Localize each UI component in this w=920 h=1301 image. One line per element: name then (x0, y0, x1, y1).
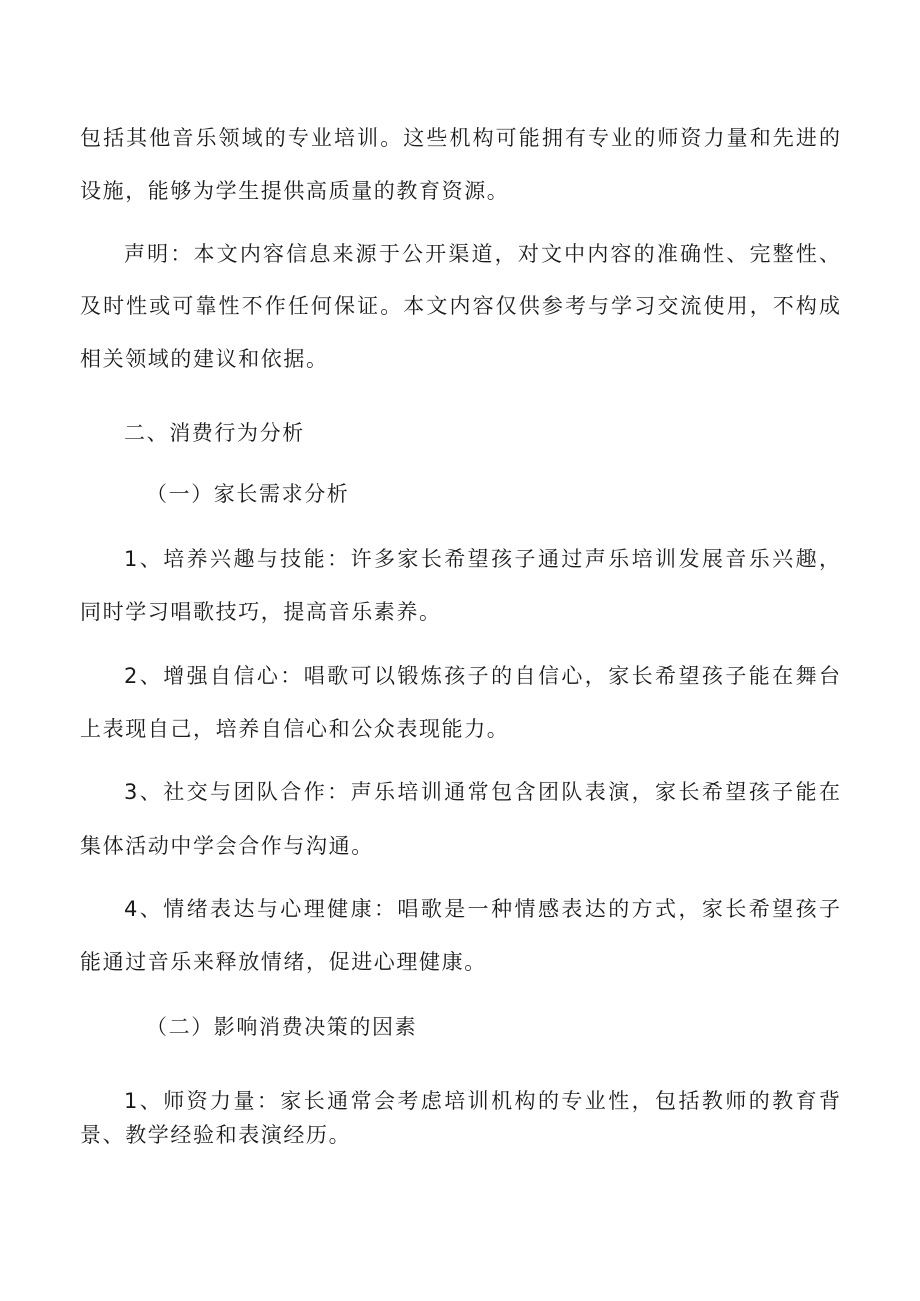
disclaimer-line-3: 相关领域的建议和依据。 (80, 347, 329, 371)
factor-1-line-1: 1、师资力量：家长通常会考虑培训机构的专业性，包括教师的教育背 (124, 1089, 840, 1113)
item-1-line-1: 1、培养兴趣与技能：许多家长希望孩子通过声乐培训发展音乐兴趣， (124, 547, 840, 571)
item-2-line-2: 上表现自己，培养自信心和公众表现能力。 (80, 717, 510, 741)
section-heading: 二、消费行为分析 (124, 421, 305, 445)
subsection-heading-1: （一）家长需求分析 (146, 482, 350, 506)
subsection-heading-2: （二）影响消费决策的因素 (146, 1015, 418, 1039)
item-1-line-2: 同时学习唱歌技巧，提高音乐素养。 (80, 600, 442, 624)
item-3-line-2: 集体活动中学会合作与沟通。 (80, 834, 374, 858)
item-2-line-1: 2、增强自信心：唱歌可以锻炼孩子的自信心，家长希望孩子能在舞台 (124, 664, 840, 688)
item-4-line-2: 能通过音乐来释放情绪，促进心理健康。 (80, 950, 487, 974)
intro-paragraph-line-2: 设施，能够为学生提供高质量的教育资源。 (80, 179, 510, 203)
factor-1-line-2: 景、教学经验和表演经历。 (80, 1123, 352, 1147)
item-3-line-1: 3、社交与团队合作：声乐培训通常包含团队表演，家长希望孩子能在 (124, 780, 840, 804)
disclaimer-line-1: 声明：本文内容信息来源于公开渠道，对文中内容的准确性、完整性、 (124, 242, 840, 266)
disclaimer-line-2: 及时性或可靠性不作任何保证。本文内容仅供参考与学习交流使用，不构成 (80, 294, 840, 318)
intro-paragraph-line-1: 包括其他音乐领域的专业培训。这些机构可能拥有专业的师资力量和先进的 (80, 126, 840, 150)
item-4-line-1: 4、情绪表达与心理健康：唱歌是一种情感表达的方式，家长希望孩子 (124, 897, 840, 921)
